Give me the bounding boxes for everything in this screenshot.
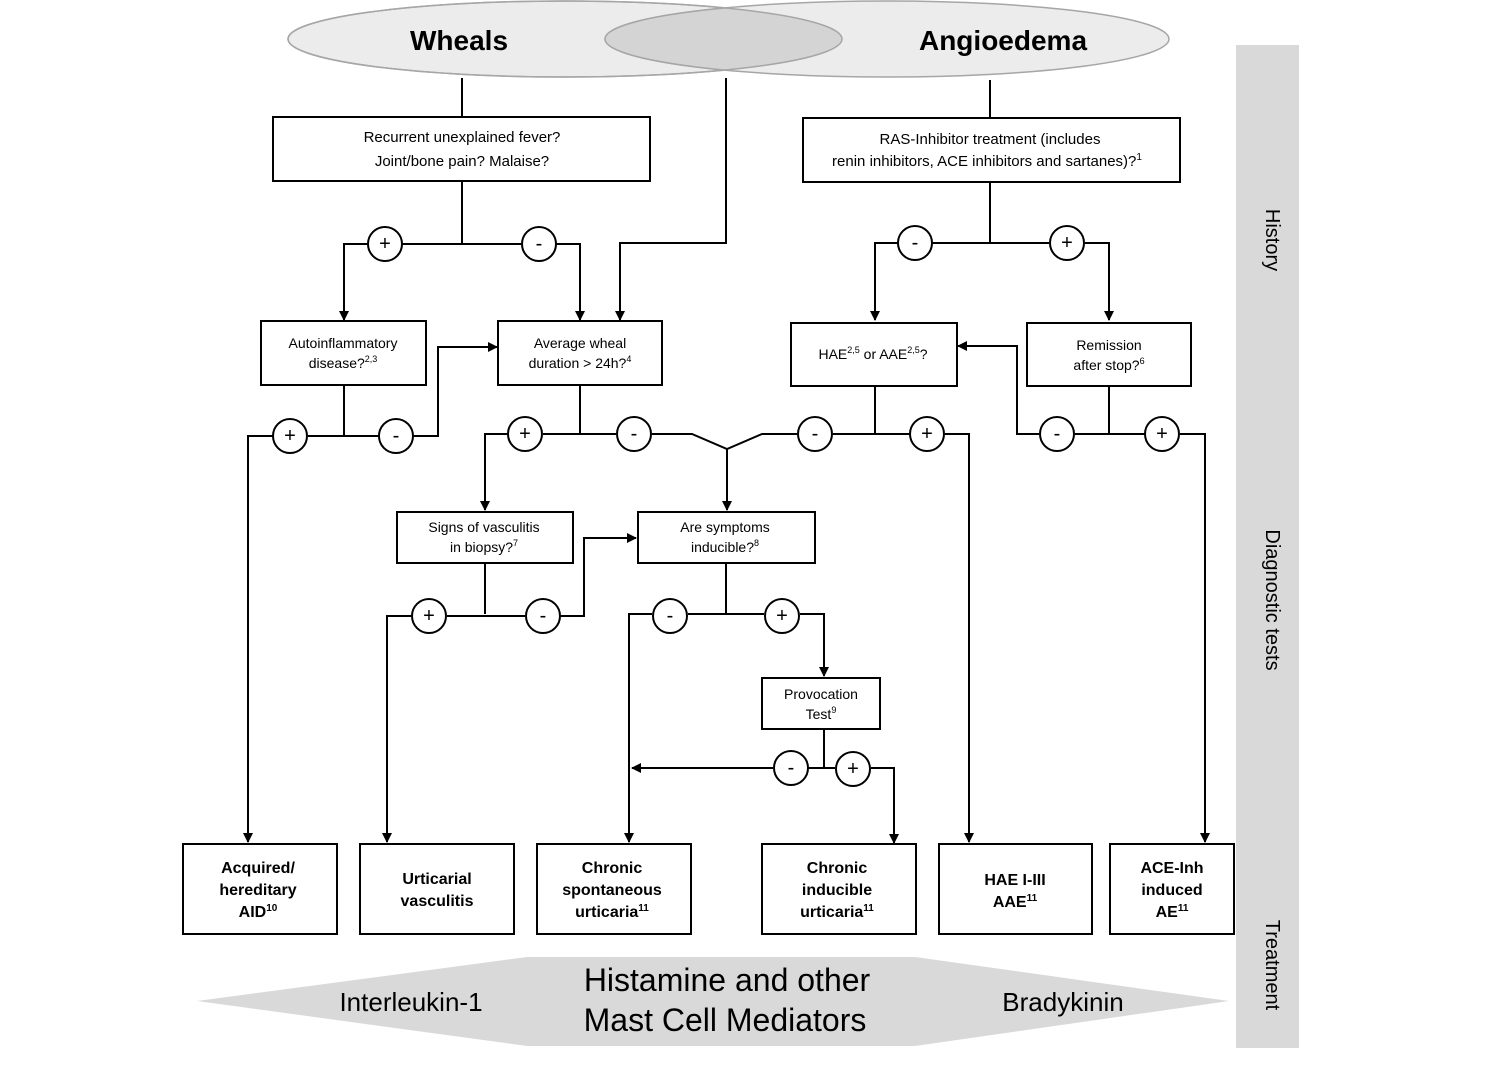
- svg-text:-: -: [392, 425, 400, 447]
- outcome-aid-line3: AID$^{10}$: [238, 903, 278, 921]
- outcome-aid-box: [183, 844, 337, 934]
- q-vasc-line2: in biopsy?$^7$: [449, 538, 519, 555]
- outcome-uv-box: [360, 844, 514, 934]
- q-wheal-duration-box: [498, 321, 662, 385]
- outcome-ace-box: [1110, 844, 1234, 934]
- minus-sign-circle: [526, 599, 560, 633]
- connectors: [248, 78, 1205, 843]
- q-prov-line2: Test$^9$: [805, 705, 837, 722]
- outcome-aid-line2: hereditary: [219, 882, 297, 899]
- svg-text:+: +: [379, 233, 391, 255]
- outcome-aid-line1: Acquired/: [221, 860, 295, 877]
- svg-text:+: +: [847, 758, 859, 780]
- svg-text:+: +: [423, 605, 435, 627]
- svg-text:-: -: [535, 233, 543, 255]
- plus-sign-circle: [910, 417, 944, 451]
- minus-sign-circle: [774, 751, 808, 785]
- mediator-banner: [197, 957, 1229, 1046]
- outcome-csu-box: [537, 844, 691, 934]
- outcome-hae-box: [939, 844, 1092, 934]
- mediator-interleukin: Interleukin-1: [339, 987, 483, 1017]
- q-induc-line1: Are symptoms: [680, 519, 770, 535]
- minus-sign-circle: [798, 417, 832, 451]
- angioedema-title: Angioedema: [918, 25, 1088, 56]
- svg-text:-: -: [911, 232, 919, 254]
- q-hae-text: HAE$^{2,5}$ or AAE$^{2,5}$?: [818, 345, 928, 362]
- outcome-ciu-line3: urticaria$^{11}$: [800, 903, 874, 921]
- minus-sign-circle: [1040, 417, 1074, 451]
- outcome-hae-line2: AAE$^{11}$: [992, 893, 1038, 911]
- svg-text:-: -: [787, 757, 795, 779]
- svg-text:+: +: [1061, 232, 1073, 254]
- outcome-csu-line1: Chronic: [581, 860, 643, 877]
- plus-sign-circle: [836, 752, 870, 786]
- outcome-ace-line2: induced: [1141, 882, 1203, 899]
- q-ras-line2: renin inhibitors, ACE inhibitors and sartanes)?$^1$: [832, 152, 1142, 170]
- q-hae-box: [791, 323, 957, 386]
- q-remission-line1: Remission: [1076, 337, 1142, 353]
- plus-sign-circle: [765, 599, 799, 633]
- svg-text:-: -: [630, 423, 638, 445]
- q-auto-line1: Autoinflammatory: [288, 335, 398, 351]
- q-vasculitis-box: [397, 512, 573, 563]
- mediator-histamine-line2: Mast Cell Mediators: [583, 1002, 867, 1038]
- svg-text:+: +: [921, 423, 933, 445]
- history-label: History: [1261, 208, 1283, 272]
- minus-sign-circle: [379, 419, 413, 453]
- svg-text:-: -: [1053, 423, 1061, 445]
- q-ras-box: [803, 118, 1180, 182]
- svg-text:-: -: [811, 423, 819, 445]
- q-wheal-line2: duration > 24h?$^4$: [528, 354, 632, 371]
- minus-sign-circle: [898, 226, 932, 260]
- q-fever-line2: Joint/bone pain? Malaise?: [374, 153, 550, 170]
- q-fever-box: [273, 117, 650, 181]
- minus-sign-circle: [653, 599, 687, 633]
- svg-text:-: -: [666, 605, 674, 627]
- outcome-ace-line1: ACE-Inh: [1140, 860, 1204, 877]
- outcome-ciu-box: [762, 844, 916, 934]
- wheals-title: Wheals: [409, 25, 509, 56]
- svg-text:+: +: [776, 605, 788, 627]
- q-remission-box: [1027, 323, 1191, 386]
- svg-text:+: +: [519, 423, 531, 445]
- plus-sign-circle: [1145, 417, 1179, 451]
- outcome-ciu-line1: Chronic: [806, 860, 868, 877]
- q-auto-line2: disease?$^{2,3}$: [308, 354, 378, 371]
- plus-sign-circle: [368, 227, 402, 261]
- q-autoinflammatory-box: [261, 321, 426, 385]
- q-inducible-box: [638, 512, 815, 563]
- q-fever-line1: Recurrent unexplained fever?: [363, 129, 561, 146]
- q-ras-line1: RAS-Inhibitor treatment (includes: [879, 131, 1101, 148]
- plus-sign-circle: [1050, 226, 1084, 260]
- outcome-hae-line1: HAE I-III: [984, 872, 1046, 889]
- q-prov-line1: Provocation: [784, 686, 858, 702]
- outcome-ciu-line2: inducible: [801, 882, 873, 899]
- q-induc-line2: inducible?$^8$: [690, 538, 760, 555]
- svg-text:+: +: [284, 425, 296, 447]
- minus-sign-circle: [617, 417, 651, 451]
- outcome-csu-line3: urticaria$^{11}$: [575, 903, 649, 921]
- plus-sign-circle: [508, 417, 542, 451]
- svg-text:+: +: [1156, 423, 1168, 445]
- q-vasc-line1: Signs of vasculitis: [428, 519, 540, 535]
- q-provocation-box: [762, 678, 880, 729]
- mediator-histamine-line1: Histamine and other: [583, 962, 871, 998]
- outcome-csu-line2: spontaneous: [562, 882, 662, 899]
- treatment-label: Treatment: [1261, 919, 1283, 1011]
- q-wheal-line1: Average wheal: [533, 335, 627, 351]
- mediator-bradykinin: Bradykinin: [1002, 987, 1124, 1017]
- minus-sign-circle: [522, 227, 556, 261]
- plus-sign-circle: [412, 599, 446, 633]
- outcome-uv-line1: Urticarial: [402, 871, 472, 888]
- diagnostic-tests-label: Diagnostic tests: [1261, 529, 1283, 671]
- outcome-ace-line3: AE$^{11}$: [1155, 903, 1189, 921]
- svg-text:-: -: [539, 605, 547, 627]
- plus-sign-circle: [273, 419, 307, 453]
- q-remission-line2: after stop?$^6$: [1073, 356, 1145, 373]
- outcome-uv-line2: vasculitis: [400, 893, 474, 910]
